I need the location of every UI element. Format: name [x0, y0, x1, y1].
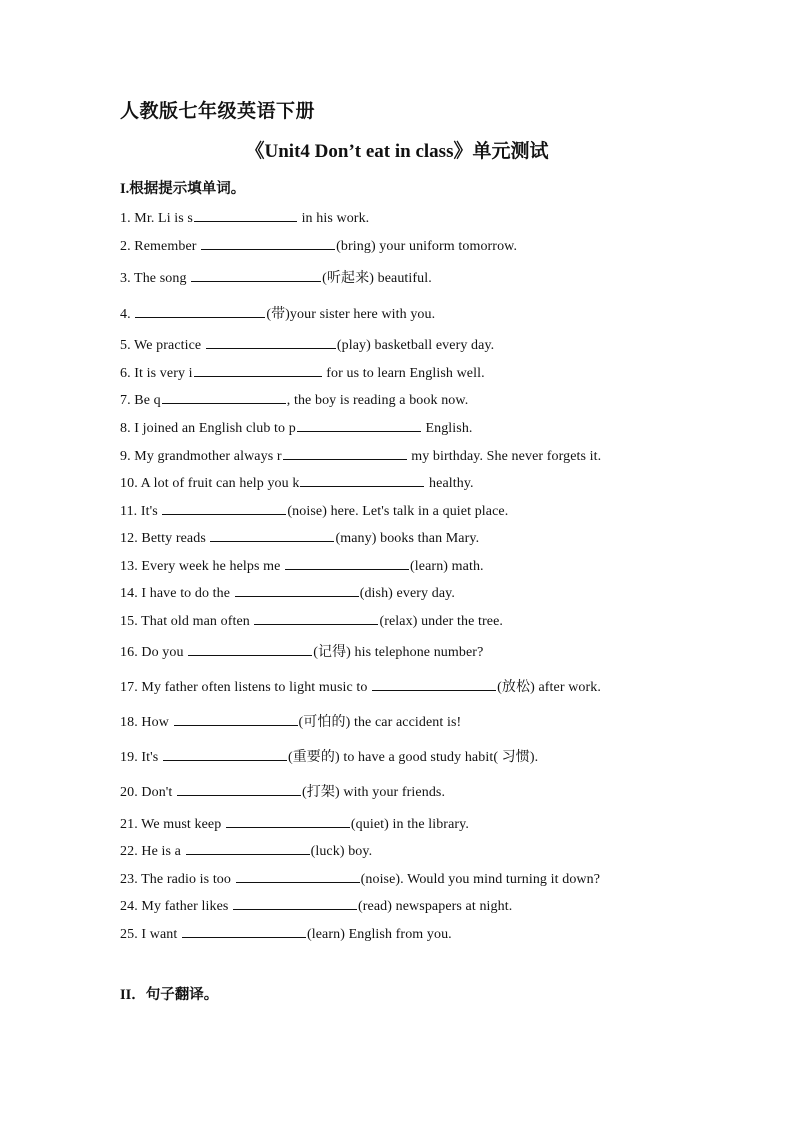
answer-blank[interactable] [201, 235, 335, 250]
answer-blank[interactable] [194, 362, 322, 377]
answer-blank[interactable] [162, 389, 286, 404]
question-item: 5. We practice (play) basketball every day. [120, 334, 494, 356]
question-item: 12. Betty reads (many) books than Mary. [120, 527, 479, 549]
question-item: 2. Remember (bring) your uniform tomorrow. [120, 235, 517, 257]
question-item: 6. It is very i for us to learn English well. [120, 362, 485, 384]
answer-blank[interactable] [372, 676, 496, 691]
question-item: 21. We must keep (quiet) in the library. [120, 813, 469, 835]
question-item: 22. He is a (luck) boy. [120, 840, 372, 862]
question-item: 25. I want (learn) English from you. [120, 923, 452, 945]
page-title: 《Unit4 Don’t eat in class》单元测试 [245, 141, 549, 162]
question-item: 10. A lot of fruit can help you k healthy. [120, 472, 474, 494]
answer-blank[interactable] [191, 267, 321, 282]
answer-blank[interactable] [300, 472, 424, 487]
answer-blank[interactable] [163, 746, 287, 761]
question-item: 18. How (可怕的) the car accident is! [120, 711, 461, 733]
question-item: 23. The radio is too (noise). Would you mind turning it down? [120, 868, 600, 890]
question-item: 9. My grandmother always r my birthday. She never forgets it. [120, 445, 601, 467]
answer-blank[interactable] [174, 711, 298, 726]
question-item: 4. (带)your sister here with you. [120, 303, 435, 325]
section-2-heading: II．句子翻译。 [120, 987, 219, 1003]
answer-blank[interactable] [235, 582, 359, 597]
question-item: 15. That old man often (relax) under the tree. [120, 610, 503, 632]
answer-blank[interactable] [226, 813, 350, 828]
answer-blank[interactable] [206, 334, 336, 349]
section-1-heading: I.根据提示填单词。 [120, 181, 246, 197]
answer-blank[interactable] [285, 555, 409, 570]
answer-blank[interactable] [283, 445, 407, 460]
answer-blank[interactable] [233, 895, 357, 910]
question-item: 14. I have to do the (dish) every day. [120, 582, 455, 604]
question-item: 17. My father often listens to light music to (放松) after work. [120, 676, 601, 698]
answer-blank[interactable] [162, 500, 286, 515]
question-item: 1. Mr. Li is s in his work. [120, 207, 369, 229]
question-item: 7. Be q , the boy is reading a book now. [120, 389, 468, 411]
answer-blank[interactable] [194, 207, 297, 222]
answer-blank[interactable] [210, 527, 334, 542]
answer-blank[interactable] [182, 923, 306, 938]
question-item: 19. It's (重要的) to have a good study habit( 习惯). [120, 746, 538, 768]
answer-blank[interactable] [254, 610, 378, 625]
question-item: 11. It's (noise) here. Let's talk in a quiet place. [120, 500, 508, 522]
answer-blank[interactable] [188, 641, 312, 656]
book-subtitle: 人教版七年级英语下册 [120, 101, 316, 122]
answer-blank[interactable] [135, 303, 265, 318]
question-item: 8. I joined an English club to p English. [120, 417, 473, 439]
answer-blank[interactable] [186, 840, 310, 855]
question-item: 3. The song (听起来) beautiful. [120, 267, 432, 289]
question-item: 20. Don't (打架) with your friends. [120, 781, 445, 803]
answer-blank[interactable] [297, 417, 421, 432]
question-item: 24. My father likes (read) newspapers at night. [120, 895, 512, 917]
answer-blank[interactable] [236, 868, 360, 883]
question-item: 13. Every week he helps me (learn) math. [120, 555, 484, 577]
answer-blank[interactable] [177, 781, 301, 796]
question-item: 16. Do you (记得) his telephone number? [120, 641, 483, 663]
